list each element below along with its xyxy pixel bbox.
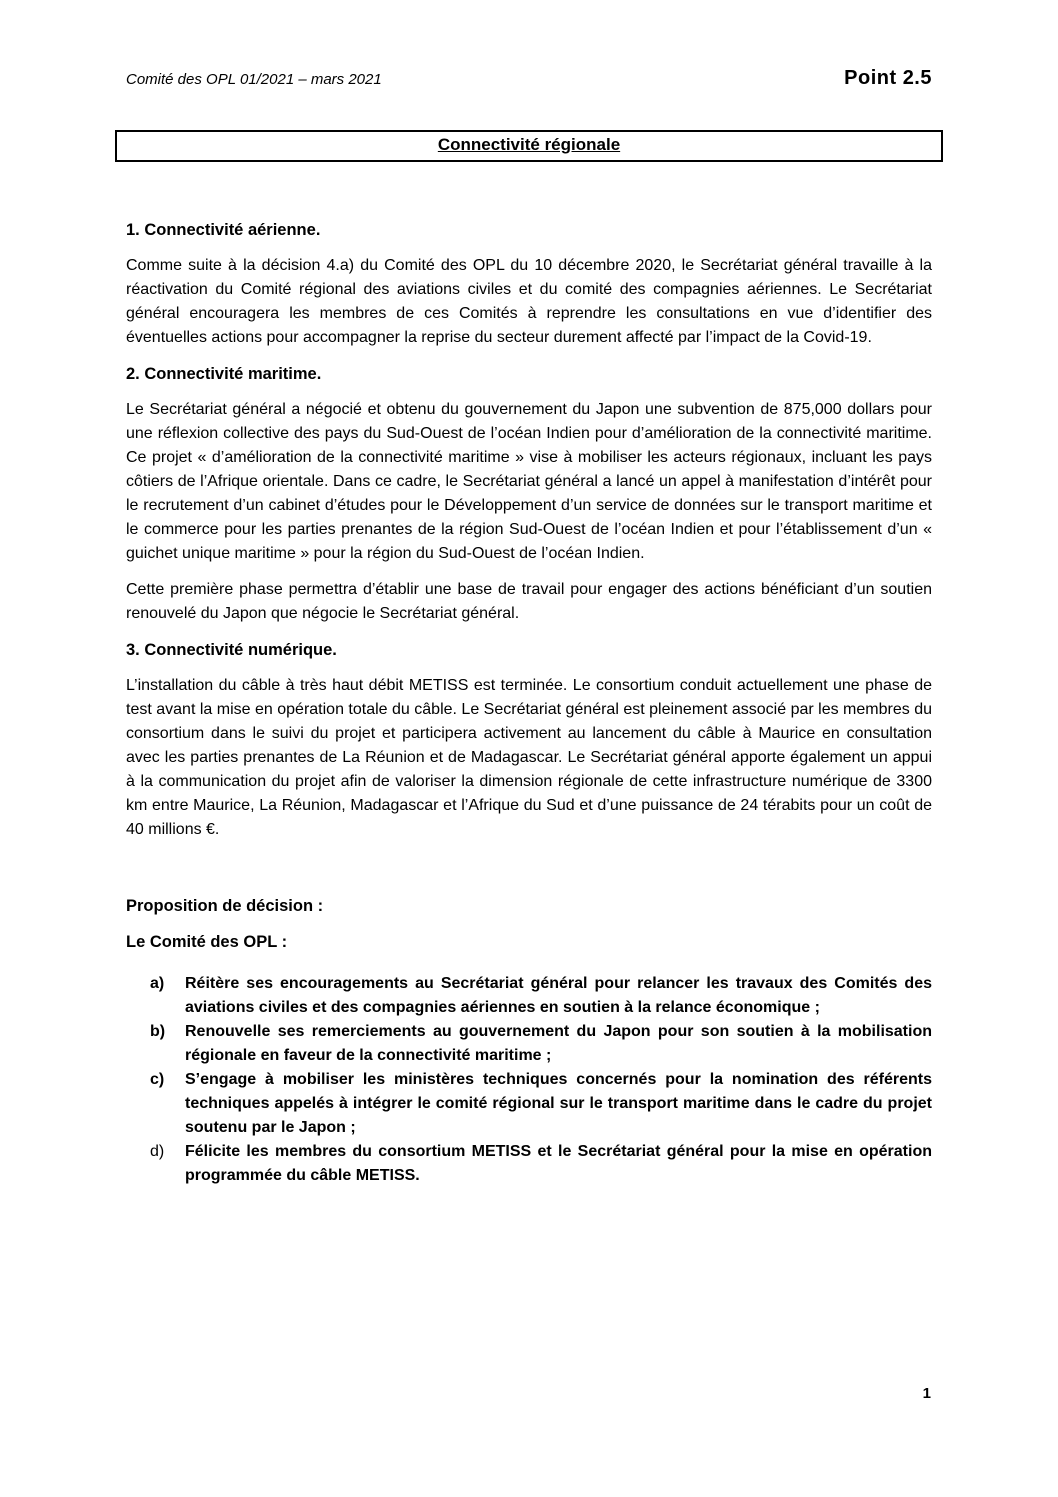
section-connectivite-maritime bbox=[126, 362, 932, 626]
paragraph-aerienne-1: Comme suite à la décision 4.a) du Comité des OPL du 10 décembre 2020, le Secrétariat général travaille à la réactivation du Comité régional des aviations civiles et du comité des compagnies aériennes. Le Secrétariat général encouragera les membres de ces Comités à reprendre les consultations en vue d’identifier des éventuelles actions pour accompagner la reprise du secteur durement affecté par l’impact de la Covid-19. bbox=[126, 257, 932, 346]
paragraph-numerique-1: L’installation du câble à très haut débit METISS est terminée. Le consortium conduit actuellement une phase de test avant la mise en opération totale du câble. Le Secrétariat général est pleinement associé par les membres du consortium dans le suivi du projet et participera activement au lancement du câble à Maurice en consultation avec les parties prenantes de La Réunion et de Madagascar. Le Secrétariat général apporte également un appui à la communication du projet afin de valoriser la dimension régionale de cette infrastructure numérique de 3300 km entre Maurice, La Réunion, Madagascar et l’Afrique du Sud et d’une puissance de 24 térabits pour un coût de 40 millions €. bbox=[126, 677, 932, 838]
decision-block bbox=[126, 894, 932, 1188]
decision-item-c bbox=[126, 1068, 932, 1140]
header-reference: Comité des OPL 01/2021 – mars 2021 bbox=[126, 71, 382, 88]
section-heading-maritime: 2. Connectivité maritime. bbox=[126, 365, 322, 383]
decision-item-a-text: Réitère ses encouragements au Secrétariat général pour relancer les travaux des Comités des aviations civiles et des compagnies aériennes en soutien à la relance économique ; bbox=[185, 975, 932, 1016]
decision-item-d-text: Félicite les membres du consortium METISS et le Secrétariat général pour la mise en opération programmée du câble METISS. bbox=[185, 1143, 932, 1184]
section-heading-numerique: 3. Connectivité numérique. bbox=[126, 641, 337, 659]
decision-item-a-marker: a) bbox=[150, 975, 165, 992]
decision-item-c-text: S’engage à mobiliser les ministères techniques concernés pour la nomination des référents techniques appelés à intégrer le comité régional sur le transport maritime dans le cadre du projet soutenu par le Japon ; bbox=[185, 1071, 932, 1136]
decision-item-d-marker: d) bbox=[150, 1143, 165, 1160]
decision-item-b bbox=[126, 1020, 932, 1068]
decision-item-b-marker: b) bbox=[150, 1023, 166, 1040]
section-connectivite-aerienne bbox=[126, 218, 932, 350]
decision-item-a bbox=[126, 972, 932, 1020]
section-heading-aerienne: 1. Connectivité aérienne. bbox=[126, 221, 321, 239]
decision-subtitle: Le Comité des OPL : bbox=[126, 933, 288, 951]
document-header bbox=[126, 66, 932, 92]
section-connectivite-numerique bbox=[126, 638, 932, 842]
decision-list bbox=[126, 972, 932, 1188]
page-number: 1 bbox=[922, 1385, 931, 1402]
header-point-label: Point 2.5 bbox=[844, 67, 932, 89]
decision-item-d bbox=[126, 1140, 932, 1188]
paragraph-maritime-1: Le Secrétariat général a négocié et obtenu du gouvernement du Japon une subvention de 875,000 dollars pour une réflexion collective des pays du Sud-Ouest de l’océan Indien pour d’amélioration de la connectivité maritime. Ce projet « d’amélioration de la connectivité maritime » vise à mobiliser les acteurs régionaux, incluant les pays côtiers de l’Afrique orientale. Dans ce cadre, le Secrétariat général a lancé un appel à manifestation d’intérêt pour le recrutement d’un cabinet d’études pour le Développement d’un service de données sur le transport maritime et le commerce pour les parties prenantes de la région Sud-Ouest de l’océan Indien et pour l’établissement d’un « guichet unique maritime » pour la région du Sud-Ouest de l’océan Indien. bbox=[126, 401, 932, 562]
decision-title: Proposition de décision : bbox=[126, 897, 324, 915]
decision-item-c-marker: c) bbox=[150, 1071, 165, 1088]
title-box bbox=[115, 130, 943, 162]
document-title: Connectivité régionale bbox=[437, 135, 621, 154]
decision-item-b-text: Renouvelle ses remerciements au gouvernement du Japon pour son soutien à la mobilisation régionale en faveur de la connectivité maritime ; bbox=[185, 1023, 932, 1064]
paragraph-maritime-2: Cette première phase permettra d’établir une base de travail pour engager des actions bénéficiant d’un soutien renouvelé du Japon que négocie le Secrétariat général. bbox=[126, 581, 932, 622]
